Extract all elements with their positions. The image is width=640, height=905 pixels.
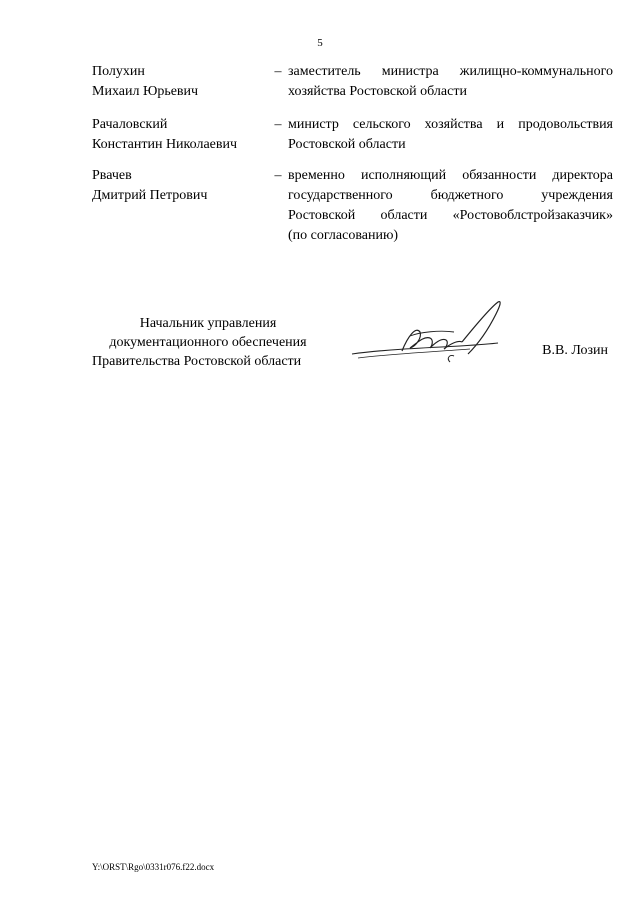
member-given-names: Михаил Юрьевич [92, 84, 199, 99]
member-position [288, 62, 613, 102]
member-surname: Рачаловский [92, 117, 168, 132]
signatory-name: В.В. Лозин [542, 343, 608, 358]
member-surname: Рвачев [92, 168, 132, 183]
member-given-names: Константин Николаевич [92, 137, 238, 152]
handwritten-signature [350, 296, 510, 376]
page-number: 5 [317, 37, 323, 49]
position-line: министр сельского хозяйства и продовольствия [288, 117, 613, 132]
position-line: временно исполняющий обязанности директора [288, 168, 613, 183]
member-given-names: Дмитрий Петрович [92, 188, 208, 203]
position-line: государственного бюджетного учреждения [288, 188, 613, 203]
member-position [288, 115, 613, 155]
position-line: Ростовской области «Ростовоблстройзаказчик» [288, 208, 613, 223]
document-file-path: Y:\ORST\Rgo\0331r076.f22.docx [92, 862, 215, 872]
position-line: заместитель министра жилищно-коммунального [288, 64, 613, 79]
member-name [92, 166, 272, 206]
signatory-title [92, 314, 324, 371]
signatory-title-line: Правительства Ростовской области [92, 354, 302, 369]
signatory-title-line: Начальник управления [139, 316, 277, 331]
position-line: (по согласованию) [288, 228, 399, 243]
member-name [92, 62, 272, 102]
dash-separator: – [274, 168, 282, 183]
dash-separator: – [274, 64, 282, 79]
member-name [92, 115, 272, 155]
signatory-title-line: документационного обеспечения [109, 335, 307, 350]
member-position [288, 166, 613, 246]
dash-separator: – [274, 117, 282, 132]
member-surname: Полухин [92, 64, 145, 79]
position-line: хозяйства Ростовской области [288, 84, 467, 99]
position-line: Ростовской области [288, 137, 406, 152]
